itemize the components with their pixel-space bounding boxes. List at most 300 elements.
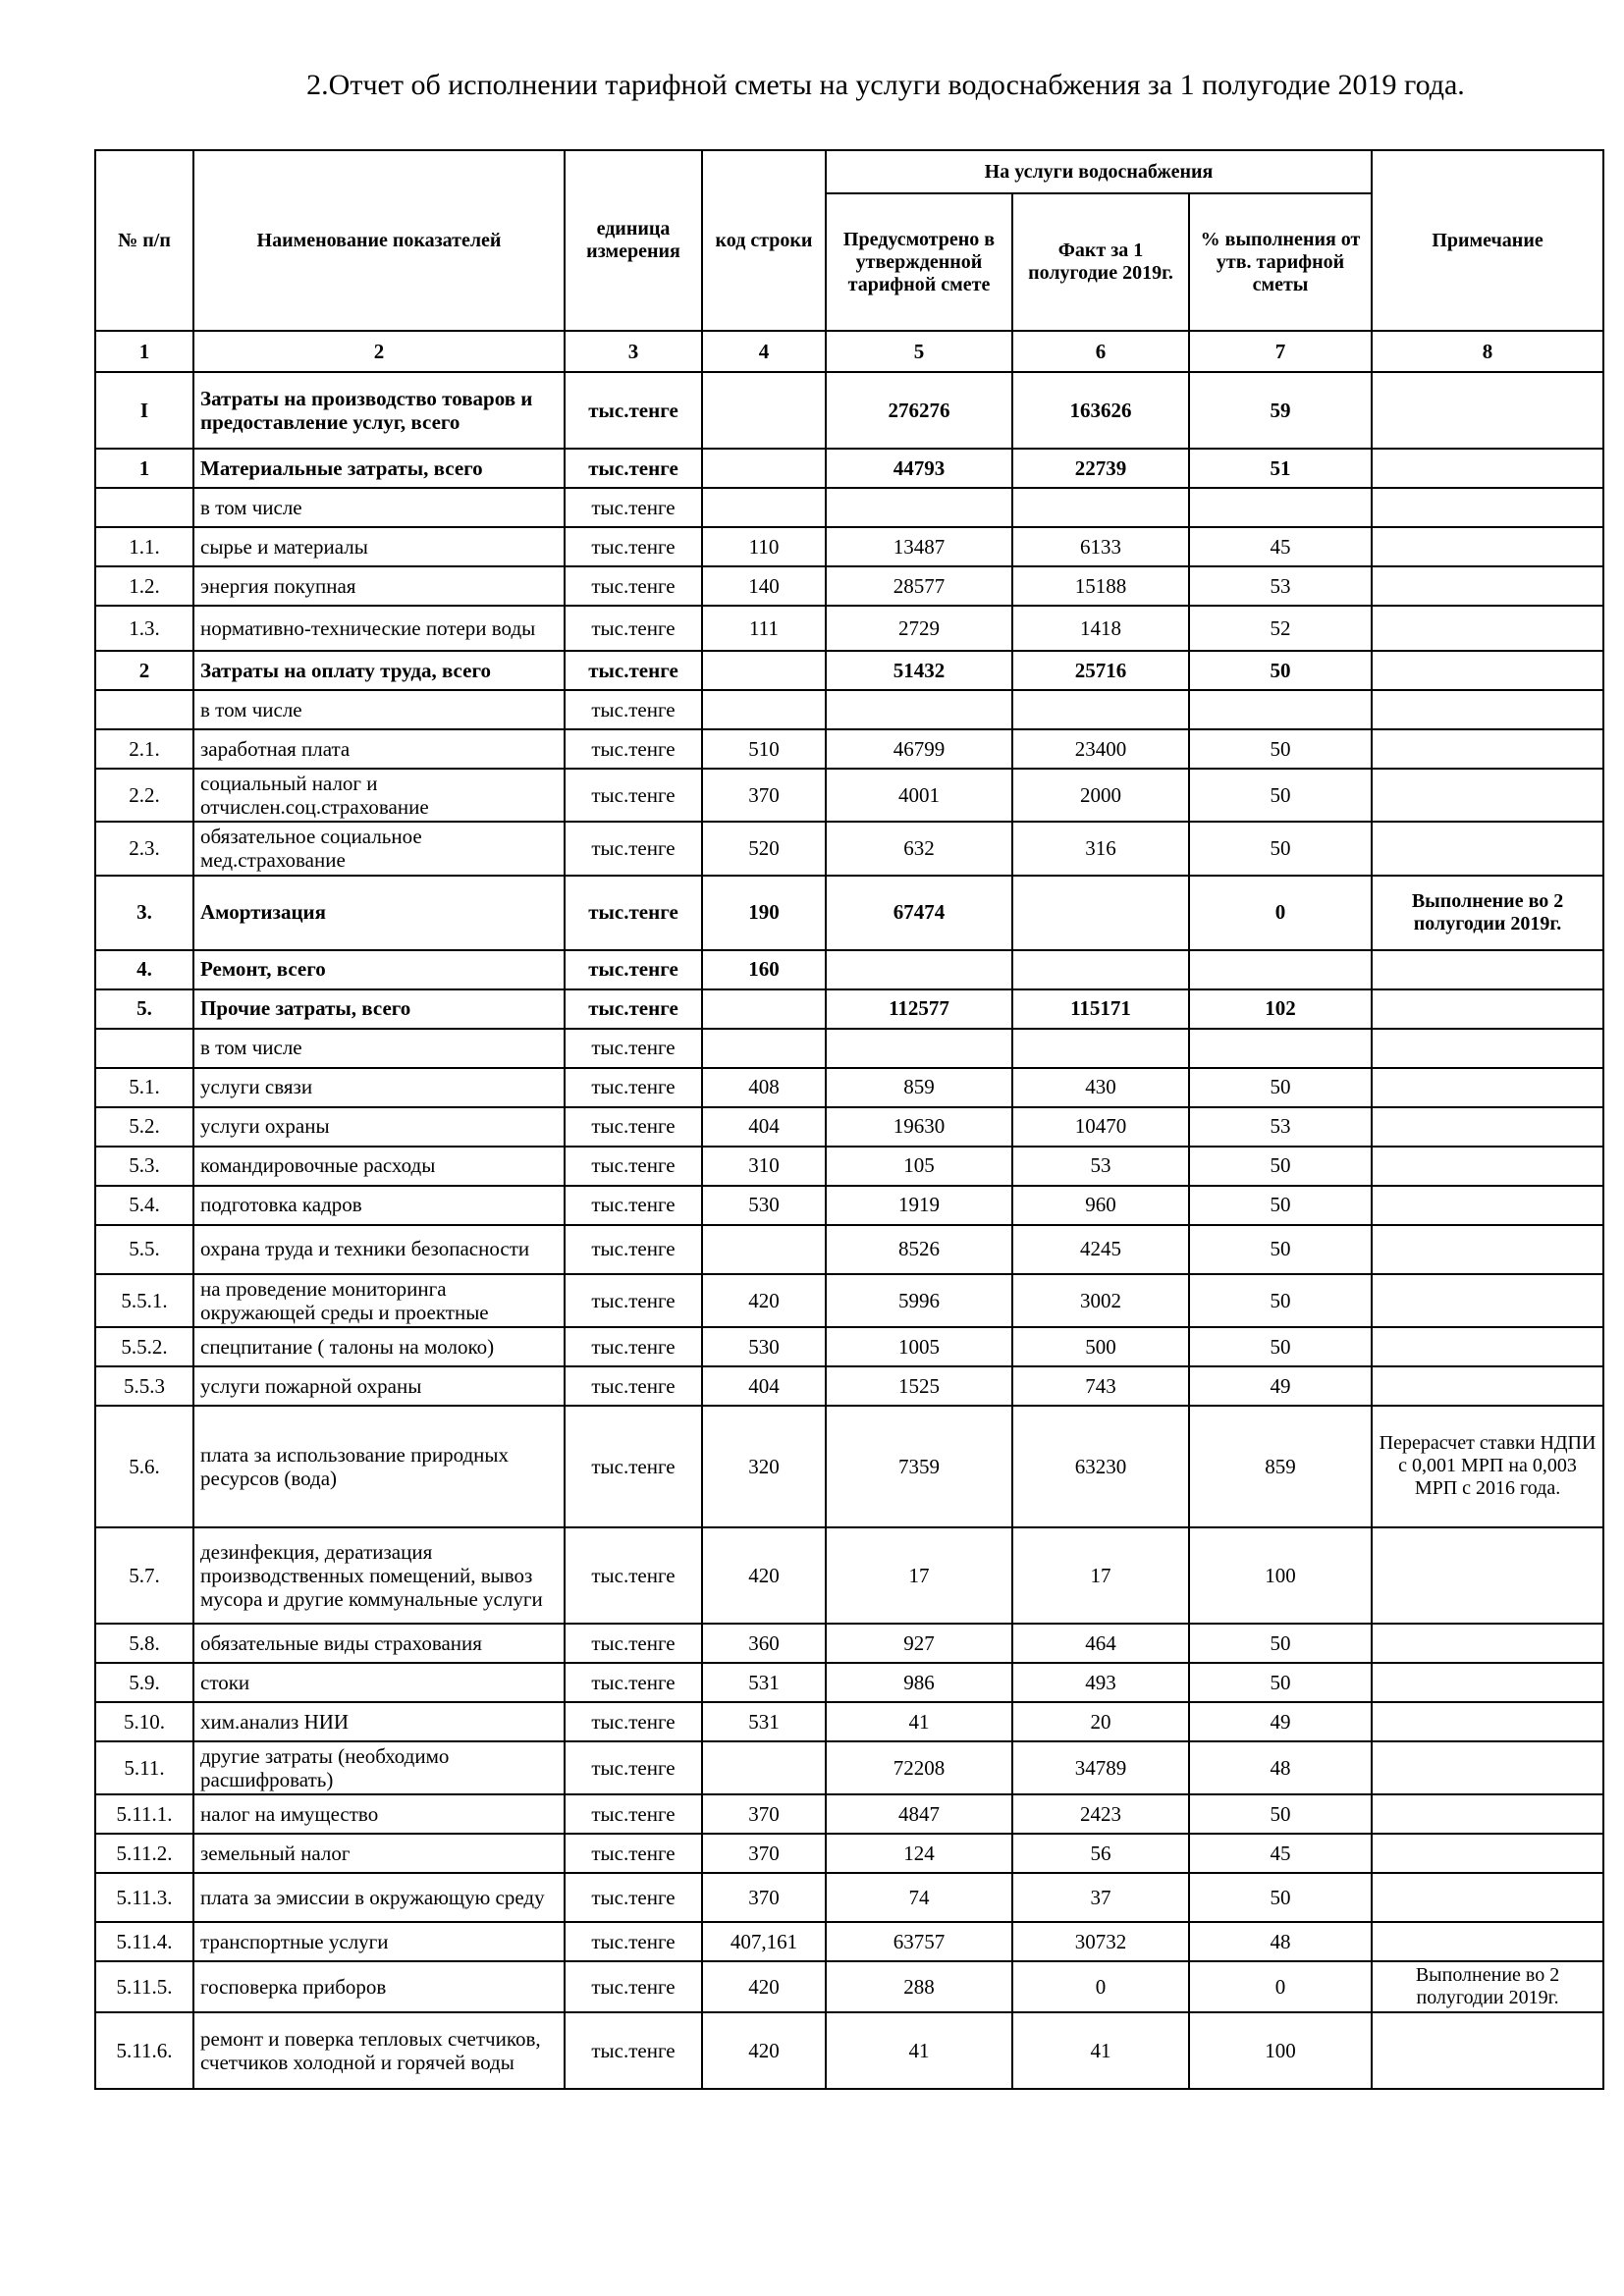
row-percent: 53	[1189, 566, 1372, 606]
row-fact: 2423	[1012, 1794, 1189, 1834]
row-planned: 44793	[826, 449, 1012, 488]
row-fact: 17	[1012, 1527, 1189, 1624]
row-fact: 56	[1012, 1834, 1189, 1873]
row-code	[702, 989, 826, 1029]
row-code: 407,161	[702, 1922, 826, 1961]
row-number: 5.1.	[95, 1068, 193, 1107]
table-row	[95, 527, 1603, 566]
row-planned: 19630	[826, 1107, 1012, 1147]
row-code: 530	[702, 1327, 826, 1366]
row-number	[95, 488, 193, 527]
row-name: Прочие затраты, всего	[193, 989, 565, 1029]
row-unit: тыс.тенге	[565, 372, 702, 449]
row-unit: тыс.тенге	[565, 1366, 702, 1406]
row-percent: 48	[1189, 1922, 1372, 1961]
row-fact: 4245	[1012, 1225, 1189, 1274]
row-number: 5.5.	[95, 1225, 193, 1274]
row-fact: 25716	[1012, 651, 1189, 690]
header-group: На услуги водоснабжения	[826, 150, 1372, 193]
row-name: спецпитание ( талоны на молоко)	[193, 1327, 565, 1366]
row-percent: 100	[1189, 2012, 1372, 2089]
row-code: 520	[702, 822, 826, 875]
row-fact: 37	[1012, 1873, 1189, 1922]
column-number: 6	[1012, 331, 1189, 372]
table-row	[95, 1327, 1603, 1366]
row-note	[1372, 1702, 1603, 1741]
row-unit: тыс.тенге	[565, 729, 702, 769]
tariff-report-table	[94, 149, 1604, 2090]
row-unit: тыс.тенге	[565, 449, 702, 488]
row-name: Затраты на производство товаров и предоставление услуг, всего	[193, 372, 565, 449]
row-note	[1372, 449, 1603, 488]
row-note	[1372, 1147, 1603, 1186]
table-row	[95, 1068, 1603, 1107]
row-percent: 45	[1189, 1834, 1372, 1873]
row-unit: тыс.тенге	[565, 1624, 702, 1663]
row-planned: 5996	[826, 1274, 1012, 1327]
document-title: 2.Отчет об исполнении тарифной сметы на услуги водоснабжения за 1 полугодие 2019 года.	[306, 69, 1465, 101]
row-percent: 51	[1189, 449, 1372, 488]
row-fact: 500	[1012, 1327, 1189, 1366]
column-number: 1	[95, 331, 193, 372]
table-row	[95, 729, 1603, 769]
row-unit: тыс.тенге	[565, 2012, 702, 2089]
row-unit: тыс.тенге	[565, 1961, 702, 2012]
row-percent: 50	[1189, 1873, 1372, 1922]
row-number: 5.5.2.	[95, 1327, 193, 1366]
row-unit: тыс.тенге	[565, 1702, 702, 1741]
row-fact: 63230	[1012, 1406, 1189, 1527]
row-code: 110	[702, 527, 826, 566]
row-name: в том числе	[193, 690, 565, 729]
row-number: 5.11.	[95, 1741, 193, 1794]
row-number: I	[95, 372, 193, 449]
row-percent: 102	[1189, 989, 1372, 1029]
row-unit: тыс.тенге	[565, 950, 702, 989]
row-fact: 430	[1012, 1068, 1189, 1107]
row-note	[1372, 1527, 1603, 1624]
row-name: стоки	[193, 1663, 565, 1702]
header-note: Примечание	[1372, 150, 1603, 331]
row-planned: 4001	[826, 769, 1012, 822]
row-planned: 632	[826, 822, 1012, 875]
row-percent: 49	[1189, 1702, 1372, 1741]
row-name: сырье и материалы	[193, 527, 565, 566]
row-planned: 8526	[826, 1225, 1012, 1274]
table-row	[95, 989, 1603, 1029]
row-unit: тыс.тенге	[565, 651, 702, 690]
table-row	[95, 1794, 1603, 1834]
table-row	[95, 1702, 1603, 1741]
table-row	[95, 1107, 1603, 1147]
row-note	[1372, 1186, 1603, 1225]
row-percent: 50	[1189, 1225, 1372, 1274]
row-percent: 50	[1189, 1794, 1372, 1834]
row-name: транспортные услуги	[193, 1922, 565, 1961]
row-code: 190	[702, 876, 826, 950]
row-code: 111	[702, 606, 826, 651]
row-planned: 276276	[826, 372, 1012, 449]
row-percent: 49	[1189, 1366, 1372, 1406]
table-row	[95, 1186, 1603, 1225]
table-row	[95, 2012, 1603, 2089]
row-percent: 50	[1189, 651, 1372, 690]
row-name: Затраты на оплату труда, всего	[193, 651, 565, 690]
row-percent: 45	[1189, 527, 1372, 566]
row-planned: 1005	[826, 1327, 1012, 1366]
table-row	[95, 1147, 1603, 1186]
row-note	[1372, 729, 1603, 769]
row-unit: тыс.тенге	[565, 989, 702, 1029]
row-fact: 960	[1012, 1186, 1189, 1225]
table-row	[95, 488, 1603, 527]
table-row	[95, 1406, 1603, 1527]
row-fact: 30732	[1012, 1922, 1189, 1961]
header-code: код строки	[702, 150, 826, 331]
row-unit: тыс.тенге	[565, 1068, 702, 1107]
row-code: 420	[702, 1274, 826, 1327]
row-percent: 50	[1189, 1147, 1372, 1186]
row-planned: 1919	[826, 1186, 1012, 1225]
row-note	[1372, 372, 1603, 449]
row-note	[1372, 1922, 1603, 1961]
row-code	[702, 449, 826, 488]
row-planned: 41	[826, 2012, 1012, 2089]
row-fact: 743	[1012, 1366, 1189, 1406]
row-number: 5.	[95, 989, 193, 1029]
table-row	[95, 372, 1603, 449]
row-planned: 7359	[826, 1406, 1012, 1527]
table-row	[95, 1029, 1603, 1068]
row-fact: 34789	[1012, 1741, 1189, 1794]
row-code: 531	[702, 1702, 826, 1741]
row-unit: тыс.тенге	[565, 876, 702, 950]
row-unit: тыс.тенге	[565, 822, 702, 875]
row-note	[1372, 1068, 1603, 1107]
table-row	[95, 651, 1603, 690]
row-number: 5.11.1.	[95, 1794, 193, 1834]
row-note	[1372, 1663, 1603, 1702]
row-note	[1372, 1366, 1603, 1406]
row-fact: 15188	[1012, 566, 1189, 606]
row-name: ремонт и поверка тепловых счетчиков, счетчиков холодной и горячей воды	[193, 2012, 565, 2089]
column-number: 8	[1372, 331, 1603, 372]
table-row	[95, 1834, 1603, 1873]
row-unit: тыс.тенге	[565, 1794, 702, 1834]
row-code: 530	[702, 1186, 826, 1225]
row-percent: 52	[1189, 606, 1372, 651]
row-code: 531	[702, 1663, 826, 1702]
row-note	[1372, 566, 1603, 606]
table-row	[95, 1225, 1603, 1274]
row-note: Выполнение во 2 полугодии 2019г.	[1372, 876, 1603, 950]
row-unit: тыс.тенге	[565, 1186, 702, 1225]
header-percent: % выполнения от утв. тарифной сметы	[1189, 193, 1372, 331]
table-body	[95, 372, 1603, 2089]
row-code: 420	[702, 2012, 826, 2089]
row-name: обязательное социальное мед.страхование	[193, 822, 565, 875]
row-percent: 50	[1189, 1327, 1372, 1366]
row-number: 2.2.	[95, 769, 193, 822]
row-percent: 50	[1189, 822, 1372, 875]
row-number: 5.7.	[95, 1527, 193, 1624]
row-name: госповерка приборов	[193, 1961, 565, 2012]
column-numbers-row	[95, 331, 1603, 372]
row-unit: тыс.тенге	[565, 1225, 702, 1274]
row-percent: 50	[1189, 729, 1372, 769]
table-row	[95, 1624, 1603, 1663]
row-percent: 53	[1189, 1107, 1372, 1147]
row-number: 5.11.3.	[95, 1873, 193, 1922]
row-fact: 41	[1012, 2012, 1189, 2089]
row-percent: 50	[1189, 1186, 1372, 1225]
row-number	[95, 1029, 193, 1068]
row-name: услуги пожарной охраны	[193, 1366, 565, 1406]
row-planned	[826, 690, 1012, 729]
row-number: 2	[95, 651, 193, 690]
row-name: обязательные виды страхования	[193, 1624, 565, 1663]
header-num: № п/п	[95, 150, 193, 331]
row-percent	[1189, 950, 1372, 989]
table-row	[95, 1274, 1603, 1327]
row-note	[1372, 1794, 1603, 1834]
row-fact: 2000	[1012, 769, 1189, 822]
row-name: в том числе	[193, 488, 565, 527]
row-unit: тыс.тенге	[565, 1029, 702, 1068]
row-unit: тыс.тенге	[565, 1274, 702, 1327]
row-planned: 4847	[826, 1794, 1012, 1834]
row-name: плата за эмиссии в окружающую среду	[193, 1873, 565, 1922]
row-unit: тыс.тенге	[565, 769, 702, 822]
row-fact: 493	[1012, 1663, 1189, 1702]
row-note	[1372, 1834, 1603, 1873]
row-number: 4.	[95, 950, 193, 989]
row-note	[1372, 1225, 1603, 1274]
table-row	[95, 1741, 1603, 1794]
row-number: 2.3.	[95, 822, 193, 875]
row-name: на проведение мониторинга окружающей среды и проектные	[193, 1274, 565, 1327]
row-percent: 859	[1189, 1406, 1372, 1527]
row-planned: 51432	[826, 651, 1012, 690]
row-name: в том числе	[193, 1029, 565, 1068]
header-fact: Факт за 1 полугодие 2019г.	[1012, 193, 1189, 331]
row-note	[1372, 527, 1603, 566]
row-name: налог на имущество	[193, 1794, 565, 1834]
row-unit: тыс.тенге	[565, 1527, 702, 1624]
row-planned: 17	[826, 1527, 1012, 1624]
row-fact: 6133	[1012, 527, 1189, 566]
row-number: 5.11.6.	[95, 2012, 193, 2089]
row-unit: тыс.тенге	[565, 1873, 702, 1922]
row-name: социальный налог и отчислен.соц.страхование	[193, 769, 565, 822]
row-planned: 986	[826, 1663, 1012, 1702]
row-number: 1.2.	[95, 566, 193, 606]
row-note	[1372, 1029, 1603, 1068]
row-number: 5.9.	[95, 1663, 193, 1702]
row-planned: 112577	[826, 989, 1012, 1029]
row-name: командировочные расходы	[193, 1147, 565, 1186]
row-code	[702, 651, 826, 690]
row-number: 5.3.	[95, 1147, 193, 1186]
row-unit: тыс.тенге	[565, 527, 702, 566]
row-code: 370	[702, 1873, 826, 1922]
row-code: 420	[702, 1961, 826, 2012]
row-note	[1372, 1327, 1603, 1366]
row-percent: 50	[1189, 1663, 1372, 1702]
row-number: 1	[95, 449, 193, 488]
row-fact: 23400	[1012, 729, 1189, 769]
row-fact	[1012, 488, 1189, 527]
row-fact: 1418	[1012, 606, 1189, 651]
row-fact	[1012, 690, 1189, 729]
row-code: 360	[702, 1624, 826, 1663]
row-code: 420	[702, 1527, 826, 1624]
row-planned: 927	[826, 1624, 1012, 1663]
row-name: заработная плата	[193, 729, 565, 769]
row-code: 404	[702, 1366, 826, 1406]
row-percent: 48	[1189, 1741, 1372, 1794]
row-note: Перерасчет ставки НДПИ с 0,001 МРП на 0,003 МРП с 2016 года.	[1372, 1406, 1603, 1527]
table-row	[95, 876, 1603, 950]
row-planned: 41	[826, 1702, 1012, 1741]
row-code: 310	[702, 1147, 826, 1186]
row-fact: 22739	[1012, 449, 1189, 488]
row-number: 5.2.	[95, 1107, 193, 1147]
row-note	[1372, 950, 1603, 989]
column-number: 4	[702, 331, 826, 372]
table-row	[95, 950, 1603, 989]
row-planned: 2729	[826, 606, 1012, 651]
row-note	[1372, 822, 1603, 875]
row-fact: 10470	[1012, 1107, 1189, 1147]
row-number: 3.	[95, 876, 193, 950]
row-unit: тыс.тенге	[565, 1107, 702, 1147]
row-name: энергия покупная	[193, 566, 565, 606]
header-unit: единица измерения	[565, 150, 702, 331]
row-percent: 0	[1189, 1961, 1372, 2012]
row-planned: 1525	[826, 1366, 1012, 1406]
row-percent: 50	[1189, 769, 1372, 822]
row-note: Выполнение во 2 полугодии 2019г.	[1372, 1961, 1603, 2012]
row-note	[1372, 2012, 1603, 2089]
row-number: 5.8.	[95, 1624, 193, 1663]
row-number: 5.11.4.	[95, 1922, 193, 1961]
table-row	[95, 449, 1603, 488]
row-code: 510	[702, 729, 826, 769]
row-fact: 53	[1012, 1147, 1189, 1186]
row-name: плата за использование природных ресурсов (вода)	[193, 1406, 565, 1527]
table-row	[95, 690, 1603, 729]
row-code	[702, 488, 826, 527]
row-planned: 74	[826, 1873, 1012, 1922]
row-fact	[1012, 1029, 1189, 1068]
header-planned: Предусмотрено в утвержденной тарифной смете	[826, 193, 1012, 331]
row-note	[1372, 690, 1603, 729]
row-percent: 50	[1189, 1274, 1372, 1327]
row-name: хим.анализ НИИ	[193, 1702, 565, 1741]
row-percent: 59	[1189, 372, 1372, 449]
table-row	[95, 1961, 1603, 2012]
row-name: услуги связи	[193, 1068, 565, 1107]
table-row	[95, 822, 1603, 875]
row-number	[95, 690, 193, 729]
row-code: 370	[702, 1834, 826, 1873]
row-fact: 3002	[1012, 1274, 1189, 1327]
row-planned: 124	[826, 1834, 1012, 1873]
row-note	[1372, 1873, 1603, 1922]
row-number: 5.4.	[95, 1186, 193, 1225]
row-code: 160	[702, 950, 826, 989]
table-row	[95, 1366, 1603, 1406]
row-percent	[1189, 488, 1372, 527]
table-row	[95, 1527, 1603, 1624]
row-planned: 859	[826, 1068, 1012, 1107]
row-code	[702, 690, 826, 729]
row-name: дезинфекция, дератизация производственных помещений, вывоз мусора и другие коммунальные услуги	[193, 1527, 565, 1624]
row-code	[702, 1741, 826, 1794]
row-note	[1372, 488, 1603, 527]
row-code: 320	[702, 1406, 826, 1527]
row-number: 5.5.3	[95, 1366, 193, 1406]
row-unit: тыс.тенге	[565, 1147, 702, 1186]
row-name: нормативно-технические потери воды	[193, 606, 565, 651]
row-planned	[826, 950, 1012, 989]
row-note	[1372, 1107, 1603, 1147]
row-planned	[826, 1029, 1012, 1068]
column-number: 7	[1189, 331, 1372, 372]
row-unit: тыс.тенге	[565, 1327, 702, 1366]
row-planned: 105	[826, 1147, 1012, 1186]
row-note	[1372, 1741, 1603, 1794]
row-unit: тыс.тенге	[565, 690, 702, 729]
row-note	[1372, 1274, 1603, 1327]
column-number: 3	[565, 331, 702, 372]
row-name: охрана труда и техники безопасности	[193, 1225, 565, 1274]
row-name: Амортизация	[193, 876, 565, 950]
row-fact: 20	[1012, 1702, 1189, 1741]
row-number: 5.11.5.	[95, 1961, 193, 2012]
row-unit: тыс.тенге	[565, 1922, 702, 1961]
row-name: земельный налог	[193, 1834, 565, 1873]
table-row	[95, 606, 1603, 651]
row-percent	[1189, 1029, 1372, 1068]
row-number: 2.1.	[95, 729, 193, 769]
row-percent	[1189, 690, 1372, 729]
row-code: 408	[702, 1068, 826, 1107]
row-name: Материальные затраты, всего	[193, 449, 565, 488]
row-code	[702, 1029, 826, 1068]
row-code	[702, 1225, 826, 1274]
table-row	[95, 769, 1603, 822]
row-percent: 100	[1189, 1527, 1372, 1624]
row-name: другие затраты (необходимо расшифровать)	[193, 1741, 565, 1794]
row-planned: 63757	[826, 1922, 1012, 1961]
row-percent: 50	[1189, 1068, 1372, 1107]
row-note	[1372, 651, 1603, 690]
column-number: 5	[826, 331, 1012, 372]
table-row	[95, 1922, 1603, 1961]
row-code: 370	[702, 1794, 826, 1834]
row-planned: 13487	[826, 527, 1012, 566]
row-unit: тыс.тенге	[565, 1834, 702, 1873]
table-row	[95, 1663, 1603, 1702]
row-name: услуги охраны	[193, 1107, 565, 1147]
row-fact: 163626	[1012, 372, 1189, 449]
row-code: 370	[702, 769, 826, 822]
row-planned: 46799	[826, 729, 1012, 769]
row-number: 5.10.	[95, 1702, 193, 1741]
row-number: 1.1.	[95, 527, 193, 566]
